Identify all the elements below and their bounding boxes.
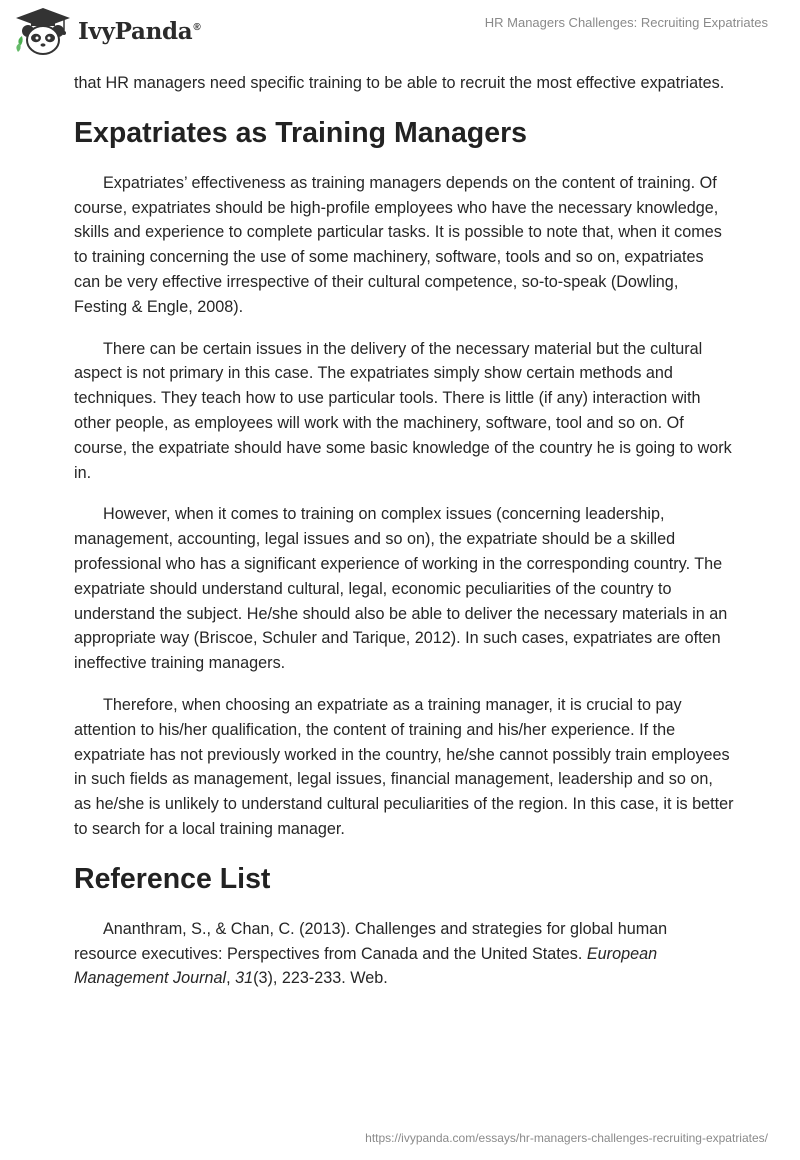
reference-entry	[74, 917, 734, 991]
section-heading-reference-list: Reference List	[74, 862, 271, 895]
body-paragraph: There can be certain issues in the delivery of the necessary material but the cultural aspect is not primary in this case. The expatriates simply show certain methods and techniques. They teach how to use particular tools. There is little (if any) interaction with other people, as employees will work with the machinery, software, tool and so on. Of course, the expatriate should have some basic knowledge of the country he is going to work in.	[74, 339, 732, 482]
section-heading-training-managers: Expatriates as Training Managers	[74, 116, 528, 149]
document-title: HR Managers Challenges: Recruiting Expatriates	[484, 15, 768, 30]
reference-authors-title: Ananthram, S., & Chan, C. (2013). Challenges and strategies for global human resource executives: Perspectives from Canada and the United States.	[74, 919, 668, 963]
body-paragraph: However, when it comes to training on complex issues (concerning leadership, management, accounting, legal issues and so on), the expatriate should be a skilled professional who has a significant experience of working in the corresponding country. The expatriate should understand cultural, legal, economic peculiarities of the country to understand the subject. He/she should also be able to deliver the necessary materials in an appropriate way (Briscoe, Schuler and Tarique, 2012). In such cases, expatriates are often ineffective training managers.	[74, 505, 728, 673]
body-paragraph: Expatriates’ effectiveness as training managers depends on the content of training. Of course, expatriates should be high-profile employees who have the necessary knowledge, skills and experience to complete particular tasks. It is possible to note that, when it comes to training concerning the use of some machinery, software, tools and so on, expatriates can be very effective irrespective of their cultural competence, so-to-speak (Dowling, Festing & Engle, 2008).	[74, 173, 722, 316]
page-header	[0, 0, 800, 62]
registered-mark: ®	[193, 21, 201, 33]
ivypanda-logo[interactable]	[14, 6, 200, 56]
essay-body	[74, 71, 734, 991]
intro-paragraph: that HR managers need specific training to be able to recruit the most effective expatriates.	[74, 74, 725, 92]
reference-details: (3), 223-233. Web.	[253, 969, 388, 988]
brand-name: IvyPanda®	[78, 17, 201, 45]
source-url[interactable]: https://ivypanda.com/essays/hr-managers-challenges-recruiting-expatriates/	[365, 1131, 768, 1145]
reference-journal: European Management Journal	[74, 944, 658, 988]
panda-graduate-icon	[14, 6, 72, 56]
reference-volume: 31	[235, 969, 254, 988]
reference-separator: ,	[226, 969, 236, 988]
body-paragraph: Therefore, when choosing an expatriate as a training manager, it is crucial to pay attention to his/her qualification, the content of training and his/her experience. If the expatriate has not previously worked in the country, he/she cannot possibly train employees in such fields as management, legal issues, financial management, leadership and so on, as he/she is unlikely to understand cultural peculiarities of the region. In this case, it is better to search for a local training manager.	[74, 695, 734, 838]
